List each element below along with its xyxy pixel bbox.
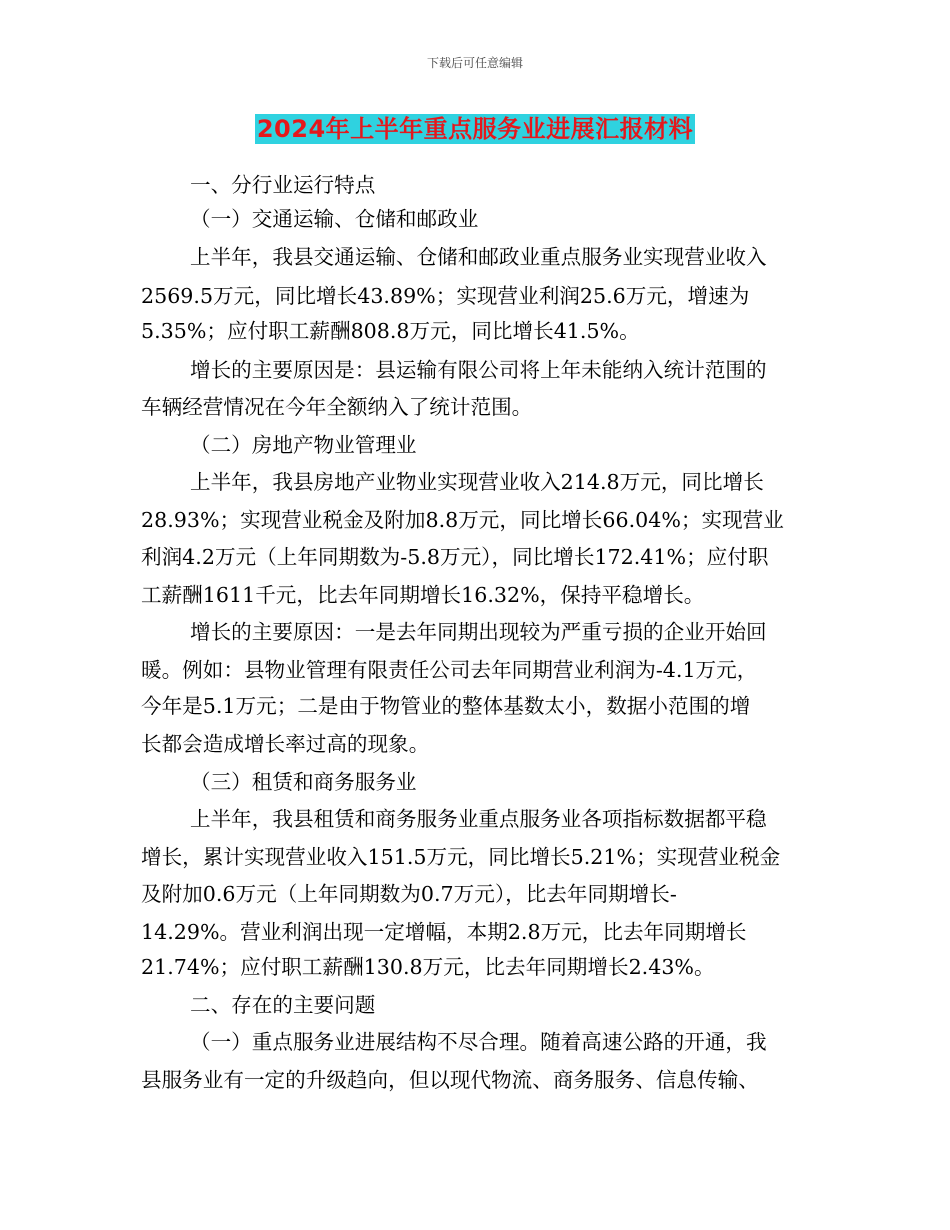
document-title: 2024年上半年重点服务业进展汇报材料 [256, 115, 694, 143]
paragraph-line: 28.93%；实现营业税金及附加8.8万元，同比增长66.04%；实现营业 [141, 508, 784, 532]
paragraph-line: 县服务业有一定的升级趋向，但以现代物流、商务服务、信息传输、 [141, 1068, 759, 1092]
subsection-heading-1: （一）交通运输、仓储和邮政业 [190, 207, 479, 231]
paragraph-line: 14.29%。营业利润出现一定增幅，本期2.8万元，比去年同期增长 [141, 920, 747, 944]
paragraph-line: 今年是5.1万元；二是由于物管业的整体基数太小，数据小范围的增 [141, 694, 751, 718]
paragraph-line: 上半年，我县租赁和商务服务业重点服务业各项指标数据都平稳 [190, 807, 767, 831]
paragraph-line: 车辆经营情况在今年全额纳入了统计范围。 [141, 395, 533, 419]
paragraph-line: 增长的主要原因是：县运输有限公司将上年未能纳入统计范围的 [190, 358, 767, 382]
paragraph-line: 2569.5万元，同比增长43.89%；实现营业利润25.6万元，增速为 [141, 284, 750, 308]
subsection-heading-3: （三）租赁和商务服务业 [190, 770, 417, 794]
paragraph-line: 长都会造成增长率过高的现象。 [141, 732, 430, 756]
subsection-heading-2: （二）房地产物业管理业 [190, 433, 417, 457]
paragraph-line: 利润4.2万元（上年同期数为-5.8万元），同比增长172.41%；应付职 [141, 545, 769, 569]
section-heading-2: 二、存在的主要问题 [190, 993, 376, 1017]
paragraph-line: 5.35%；应付职工薪酬808.8万元，同比增长41.5%。 [141, 319, 640, 343]
paragraph-line: 上半年，我县房地产业物业实现营业收入214.8万元，同比增长 [190, 470, 764, 494]
paragraph-line: 增长的主要原因：一是去年同期出现较为严重亏损的企业开始回 [190, 620, 767, 644]
section-heading-1: 一、分行业运行特点 [190, 173, 376, 197]
paragraph-line: 上半年，我县交通运输、仓储和邮政业重点服务业实现营业收入 [190, 245, 767, 269]
paragraph-line: 工薪酬1611千元，比去年同期增长16.32%，保持平稳增长。 [141, 583, 705, 607]
header-note: 下载后可任意编辑 [426, 56, 523, 70]
paragraph-line: 及附加0.6万元（上年同期数为0.7万元），比去年同期增长- [141, 882, 677, 906]
paragraph-line: 暖。例如：县物业管理有限责任公司去年同期营业利润为-4.1万元， [141, 658, 758, 682]
paragraph-line: 增长，累计实现营业收入151.5万元，同比增长5.21%；实现营业税金 [141, 845, 781, 869]
title-container [0, 114, 950, 144]
paragraph-line: （一）重点服务业进展结构不尽合理。随着高速公路的开通，我 [190, 1030, 767, 1054]
paragraph-line: 21.74%；应付职工薪酬130.8万元，比去年同期增长2.43%。 [141, 955, 715, 979]
